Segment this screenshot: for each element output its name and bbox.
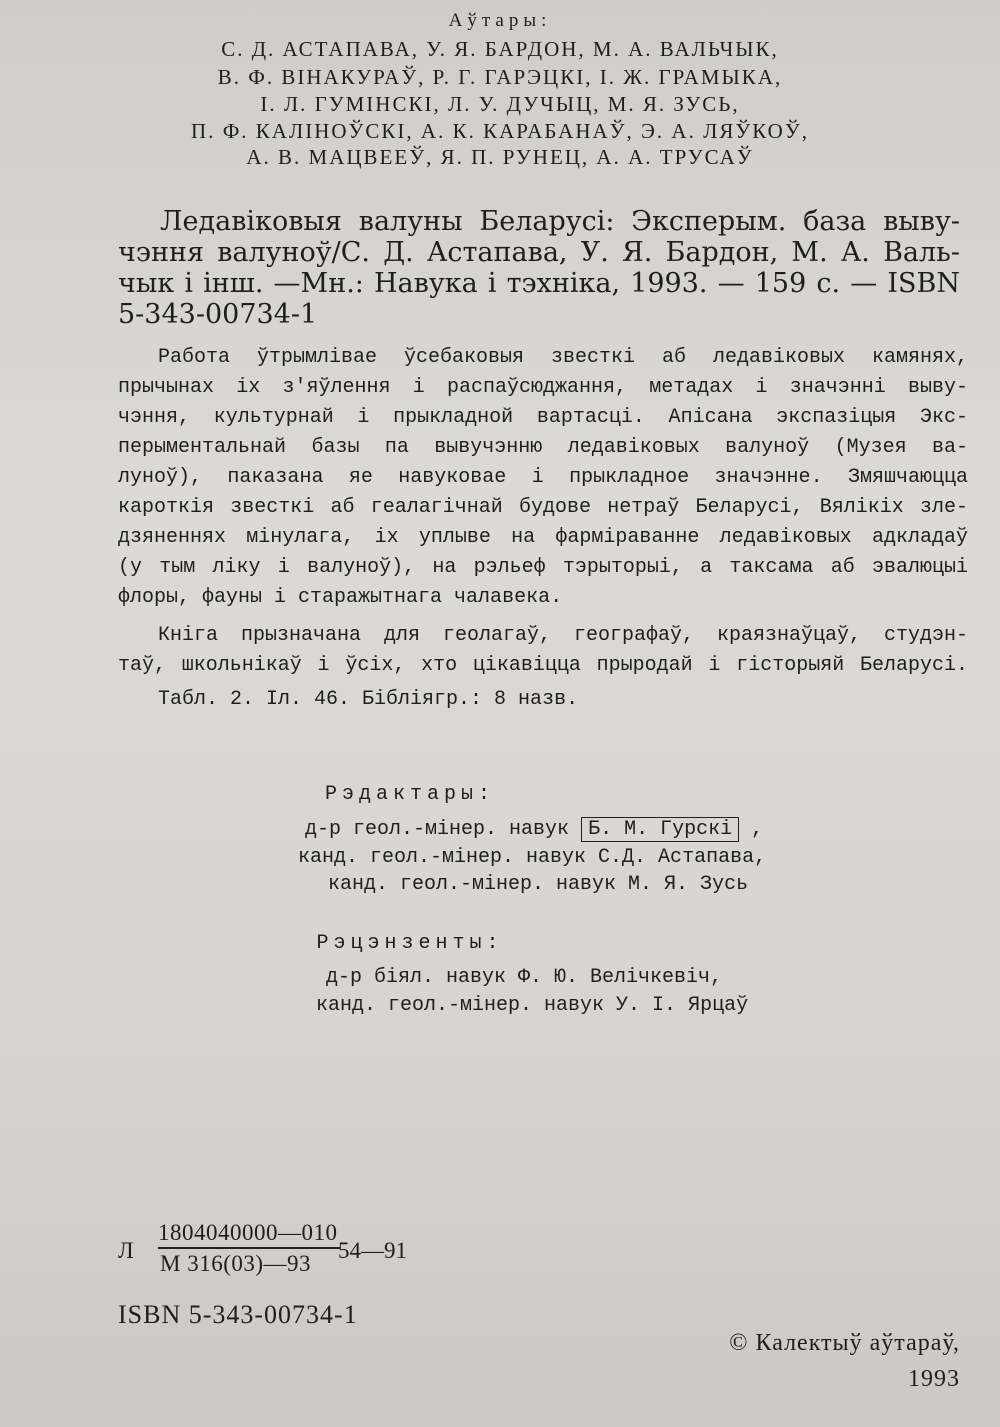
copyright xyxy=(729,1325,960,1397)
abstract-line: Работа ўтрымлівае ўсебаковыя звесткі аб ледавіковых камянях, xyxy=(158,346,968,369)
authors-heading: Аўтары: xyxy=(448,10,552,31)
abstract-line: прычынах іх з'яўлення і распаўсюджання, метадах і значэнні выву- xyxy=(118,376,968,399)
abstract-tables-illustrations: Табл. 2. Іл. 46. Бібліягр.: 8 назв. xyxy=(158,688,579,711)
reviewer-line-1: д-р біял. навук Ф. Ю. Велічкевіч, xyxy=(326,966,723,989)
editor-line-2: канд. геол.-мінер. навук С.Д. Астапава, xyxy=(298,846,767,869)
author-line-5: А. В. МАЦВЕЕЎ, Я. П. РУНЕЦ, А. А. ТРУСАЎ xyxy=(246,145,754,169)
bibliographic-line-4: 5-343-00734-1 xyxy=(118,299,318,330)
abstract-line: кароткія звесткі аб геалагічнай будове нетраў Беларусі, Вялікіх зле- xyxy=(118,496,968,519)
publishing-code-letter: Л xyxy=(118,1238,134,1263)
abstract-line: дзяненнях мінулага, іх уплыве на фарміраванне ледавіковых адкладаў xyxy=(118,526,968,549)
isbn: ISBN 5-343-00734-1 xyxy=(118,1300,358,1329)
abstract xyxy=(118,343,968,715)
abstract-line: (у тым ліку і валуноў), на рэльеф тэрыторыі, а таксама аб эвалюцыі xyxy=(118,556,968,579)
abstract-line: Кніга прызначана для геолагаў, географаў, краязнаўцаў, студэн- xyxy=(158,624,968,647)
reviewers-heading: Рэцэнзенты: xyxy=(316,932,504,955)
publishing-code-order: 54—91 xyxy=(338,1238,407,1263)
copyright-year: 1993 xyxy=(908,1366,960,1392)
editor-1-degree: д-р геол.-мінер. навук xyxy=(305,818,570,841)
abstract-line: луноў), паказана яе навуковае і прыкладное значэнне. Змяшчаюцца xyxy=(118,466,968,489)
abstract-line: чэння, культурнай і прыкладной вартасці. Апісана экспазіцыя Экс- xyxy=(118,406,968,429)
editor-1-suffix: , xyxy=(751,818,764,841)
abstract-line: флоры, фауны і старажытнага чалавека. xyxy=(118,586,563,609)
author-line-1: С. Д. АСТАПАВА, У. Я. БАРДОН, М. А. ВАЛЬЧЫК, xyxy=(221,37,779,61)
abstract-line: перыментальнай базы па вывучэнню ледавіковых валуноў (Музея ва- xyxy=(118,436,968,459)
author-line-2: В. Ф. ВІНАКУРАЎ, Р. Г. ГАРЭЦКІ, І. Ж. ГРАМЫКА, xyxy=(217,65,783,89)
bibliographic-record xyxy=(118,206,960,330)
publishing-code-numerator: 1804040000—010 xyxy=(158,1220,340,1249)
publishing-code-denominator: М 316(03)—93 xyxy=(160,1251,312,1276)
publishing-code-fraction xyxy=(158,1220,340,1277)
bibliographic-line-1: Ледавіковыя валуны Беларусі: Эксперым. база выву- xyxy=(160,206,960,237)
editors-heading: Рэдактары: xyxy=(324,783,496,806)
editor-1-name-box: Б. М. Гурскі xyxy=(581,817,739,842)
abstract-line: таў, школьнікаў і ўсіх, хто цікавіцца прыродай і гісторыяй Беларусі. xyxy=(118,654,968,677)
editor-line-3: канд. геол.-мінер. навук М. Я. Зусь xyxy=(328,873,749,896)
bibliographic-line-2: чэння валуноў/С. Д. Астапава, У. Я. Бардон, М. А. Валь- xyxy=(118,237,960,268)
reviewer-line-2: канд. геол.-мінер. навук У. І. Ярцаў xyxy=(316,994,749,1017)
author-line-4: П. Ф. КАЛІНОЎСКІ, А. К. КАРАБАНАЎ, Э. А. ЛЯЎКОЎ, xyxy=(191,119,809,143)
editor-line-1 xyxy=(305,818,763,841)
bibliographic-line-3: чык і інш. —Мн.: Навука і тэхніка, 1993. — 159 с. — ISBN xyxy=(118,268,960,299)
copyright-holder: © Калектыў аўтараў, xyxy=(729,1330,960,1356)
author-line-3: І. Л. ГУМІНСКІ, Л. У. ДУЧЫЦ, М. Я. ЗУСЬ, xyxy=(260,92,740,116)
